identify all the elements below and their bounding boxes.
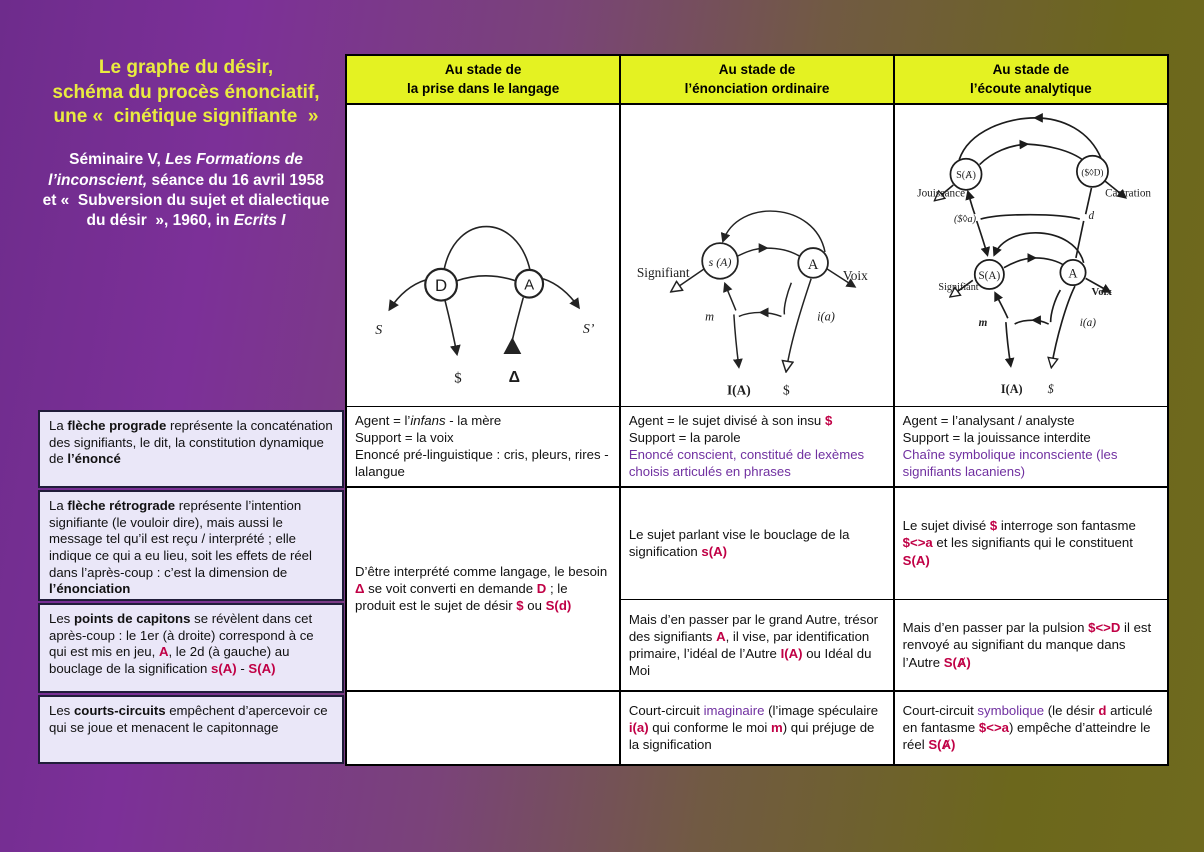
node-label-S-A: S(A) [978, 269, 1000, 282]
label-barred-subject: $ [1047, 381, 1054, 396]
cell-retrograde-stage2: Le sujet parlant vise le bouclage de la signification s(A) [621, 488, 893, 599]
page-title-line: Le graphe du désir, [98, 57, 274, 78]
graph-stage-2 [621, 105, 893, 406]
page-subtitle: Séminaire V, Les Formations de l’inconscient, séance du 16 avril 1958 et « Subversion du sujet et dialectique du désir », 1960, in Ecrits I [42, 151, 330, 230]
label-signifiant: Signifiant [938, 281, 979, 293]
page-title-line: schéma du procès énonciatif, [52, 81, 320, 103]
cell-court-circuit-stage3: Court-circuit symbolique (le désir d articulé en fantasme $<>a) empêche d’atteindre le réel S(Ⱥ) [895, 692, 1167, 765]
label-castration: Castration [1104, 187, 1151, 200]
node-label-S-A-barre: S(Ⱥ) [955, 169, 976, 181]
cell-capiton-stage3: Mais d’en passer par la pulsion $<>D il est renvoyé au signifiant du manque dans l’Autre S(Ⱥ) [895, 600, 1167, 690]
label-voix: Voix [842, 267, 868, 283]
label-moi-m: m [978, 316, 988, 329]
label-voix: Voix [1091, 285, 1112, 298]
label-delta: Δ [508, 368, 521, 386]
node-label-D: D [434, 275, 448, 295]
row-label-courts-circuits: Les courts-circuits empêchent d’apercevoir ce qui se joue et menacent le capitonnage [38, 695, 344, 764]
header-line: Au stade de [444, 62, 522, 78]
cell-court-circuit-stage2: Court-circuit imaginaire (l’image spéculaire i(a) qui conforme le moi m) qui préjuge de la signification [621, 692, 893, 765]
cell-agent-stage3: Agent = l’analysant / analyste Support = la jouissance interdite Chaîne symbolique inconsciente (les signifiants lacaniens) [895, 407, 1167, 486]
column-header-enonciation-ordinaire [621, 56, 893, 103]
row-label-fleche-retrograde: La flèche rétrograde représente l’intention signifiante (le vouloir dire), mais aussi le message tel qu’il est reçu / interprété ; elle indique ce qui a eu lieu, soit les effets de réel dans l’après-coup : c’est la dimension de l’énonciation [38, 490, 344, 601]
cell-court-circuit-stage1-empty [347, 692, 619, 765]
node-label-A: A [1068, 265, 1078, 280]
graph-elementary-cell [347, 105, 619, 406]
node-label-s-A: s (A) [708, 254, 732, 269]
header-line: l’écoute analytique [970, 80, 1092, 96]
diagram-lines [936, 117, 1126, 365]
diagram-lines [672, 211, 854, 370]
cell-retrograde-stage3: Le sujet divisé $ interroge son fantasme $<>a et les signifiants qui le constituent S(A) [895, 488, 1167, 599]
label-moi-m: m [704, 308, 714, 323]
column-header-prise-langage [347, 56, 619, 103]
label-barred-subject: $ [454, 370, 462, 387]
label-S-prime: S’ [582, 320, 595, 336]
main-table [345, 54, 1169, 766]
label-ideal-I-A: I(A) [726, 382, 751, 398]
cell-agent-stage2: Agent = le sujet divisé à son insu $ Support = la parole Enoncé conscient, constitué de lexèmes choisis articulés en phrases [621, 407, 893, 486]
header-line: Au stade de [992, 62, 1070, 78]
label-S: S [375, 321, 383, 337]
node-label-pulsion: ($◊D) [1081, 166, 1104, 177]
sidebar [28, 56, 344, 232]
cell-besoin-demande-stage1: D’être interprété comme langage, le besoin Δ se voit converti en demande D ; le produit est le sujet de désir $ ou S(d) [347, 488, 619, 691]
row-label-fleche-prograde: La flèche prograde représente la concaténation des signifiants, le dit, la constitution dynamique de l’énoncé [38, 410, 344, 488]
delta-start-triangle [503, 337, 521, 354]
page-title-line: une « cinétique signifiante » [53, 106, 319, 128]
node-label-A: A [524, 277, 535, 294]
header-line: la prise dans le langage [407, 80, 560, 96]
node-label-A: A [807, 256, 819, 273]
header-line: Au stade de [718, 62, 796, 78]
diagram-cell-stage2 [621, 105, 893, 406]
cell-agent-stage1: Agent = l’infans - la mère Support = la voix Enoncé pré-linguistique : cris, pleurs, rires - lalangue [347, 407, 619, 486]
label-signifiant: Signifiant [636, 264, 690, 280]
label-jouissance: Jouissance [916, 187, 965, 200]
label-image-i-a: i(a) [1079, 316, 1096, 329]
header-line: l’énonciation ordinaire [684, 80, 830, 96]
label-barred-subject: $ [782, 382, 790, 398]
diagram-cell-stage3 [895, 105, 1167, 406]
diagram-cell-stage1 [347, 105, 619, 406]
label-ideal-I-A: I(A) [1000, 381, 1023, 396]
label-desir-d: d [1088, 209, 1094, 222]
label-image-i-a: i(a) [816, 308, 835, 323]
cell-capiton-stage2: Mais d’en passer par le grand Autre, trésor des signifiants A, il vise, par identification primaire, l’idéal de l’Autre I(A) ou Idéal du Moi [621, 600, 893, 690]
label-fantasme: ($◊a) [953, 213, 976, 225]
row-label-points-de-capitons: Les points de capitons se révèlent dans cet après-coup : le 1er (à droite) correspond à ce qui est mis en jeu, A, le 2d (à gauche) au bouclage de la signification s(A) - S(A) [38, 603, 344, 693]
column-header-ecoute-analytique [895, 56, 1167, 103]
graph-complete [895, 105, 1167, 406]
diagram-lines [390, 226, 579, 354]
